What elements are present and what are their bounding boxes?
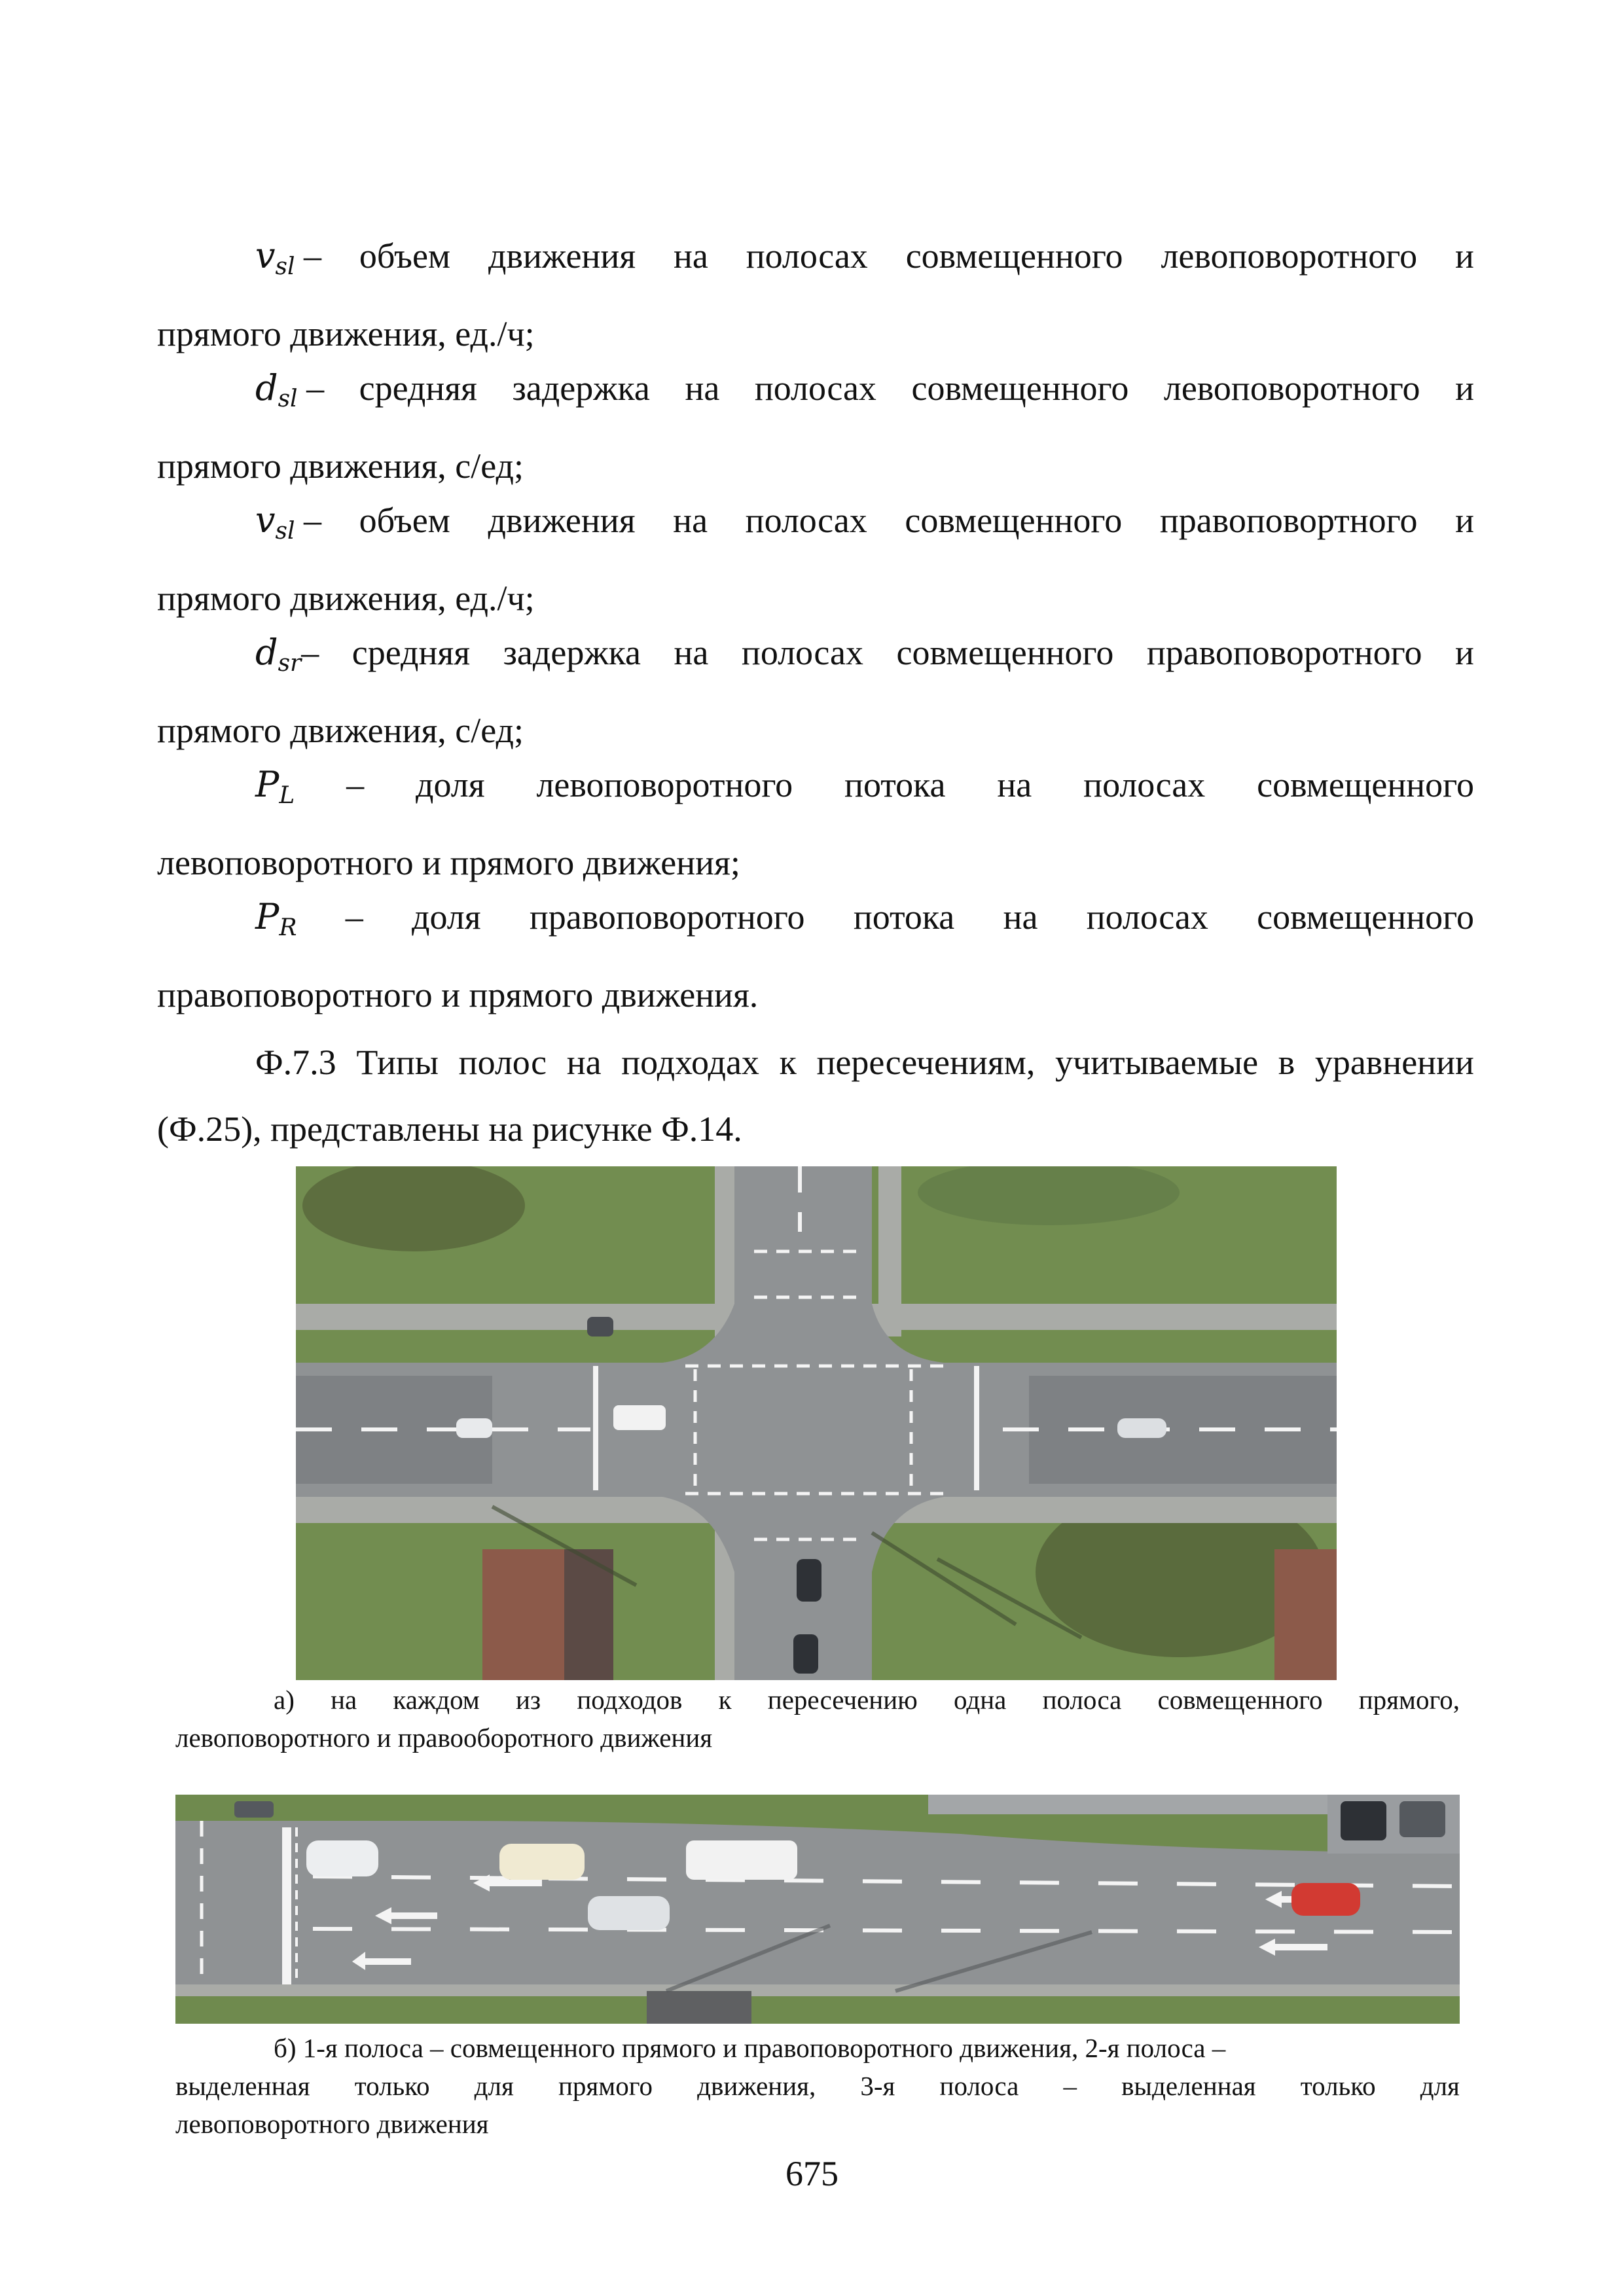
definition-word: левоповоротного [536,765,793,804]
caption-b-word: для [1420,2071,1460,2101]
paragraph-word: на [566,1043,602,1082]
definition-word: – [345,897,363,937]
definition-word: и [1455,633,1474,672]
caption-b-word: прямого [558,2071,653,2101]
definition-word: средняя [359,368,477,408]
figure-a-intersection-photo [296,1166,1337,1680]
definition-line-2: прямого движения, с/ед; [157,446,524,486]
definition-line-2: правоповоротного и прямого движения. [157,975,759,1014]
caption-a-word: на [331,1685,357,1715]
figure-b-caption [175,2029,1460,2143]
figure-b-caption-line-1: б) 1-я полоса – совмещенного прямого и правоповоротного движения, 2-я полоса – [274,2033,1226,2063]
definition-lead: $v_{sl}$ – [255,499,322,545]
definition-word: правоповортного [1159,501,1418,540]
definition-word: совмещенного [905,501,1123,540]
caption-a-word: подходов [577,1685,683,1715]
paragraph-line-2: (Ф.25), представлены на рисунке Ф.14. [157,1109,742,1149]
caption-a-word: полоса [1042,1685,1122,1715]
definition-lead [255,751,295,829]
definition-word: и [1455,501,1474,540]
definition-word: совмещенного [905,236,1123,276]
definition-word: и [1455,236,1474,276]
paragraph-word: к [779,1043,797,1082]
caption-a-word: каждом [393,1685,480,1715]
paragraph-word: Типы [356,1043,439,1082]
definition-line-2: прямого движения, ед./ч; [157,314,535,353]
definition-word: объем [359,236,451,276]
caption-a-word: совмещенного [1157,1685,1323,1715]
definition-lead: $d_{sr}-$ [255,632,319,677]
caption-a-word: одна [954,1685,1007,1715]
definition-line-1 [157,487,1474,565]
math-symbol: $P_R$ [255,896,297,941]
definition-word: левоповоротного [1161,236,1418,276]
definition-line-2: прямого движения, с/ед; [157,711,524,750]
definition-word: полосах [1086,897,1208,937]
definition-item [157,355,1474,499]
definition-lead: $v_{sl}$ – [255,235,322,280]
definition-word: средняя [352,633,471,672]
caption-b-word: полоса [939,2071,1019,2101]
definition-word: правоповоротного [529,897,805,937]
paragraph-word: полос [458,1043,547,1082]
caption-a-word: прямого, [1358,1685,1460,1715]
math-symbol: $d_{sl}$ [255,367,298,412]
definition-word: совмещенного [896,633,1114,672]
caption-b-word: выделенная [1121,2071,1256,2101]
caption-b-word: только [1300,2071,1376,2101]
definition-item [157,619,1474,764]
figure-a-caption [175,1681,1460,1757]
definition-line-1 [157,619,1474,697]
definition-word: совмещенного [1257,765,1474,804]
paragraph-word: пересечениям, [816,1043,1036,1082]
definition-word: на [685,368,720,408]
definition-line-2: левоповоротного и прямого движения; [157,843,740,882]
definition-word: полосах [1083,765,1206,804]
definition-word: на [673,501,708,540]
paragraph-word: подходах [621,1043,759,1082]
definition-word: левоповоротного [1163,368,1420,408]
definition-word: движения [488,236,636,276]
math-symbol: $d_{sr}$ [255,632,302,677]
definition-word: полосах [746,236,868,276]
definition-lead [255,884,297,961]
definition-line-1 [157,355,1474,433]
figure-b-caption-line-2 [175,2067,1460,2105]
math-symbol: $P_L$ [255,764,295,809]
definition-word: совмещенного [911,368,1129,408]
definition-word: полосах [745,501,867,540]
definition-line-1 [157,884,1474,961]
paragraph-word: в [1278,1043,1295,1082]
definition-word: задержка [512,368,650,408]
caption-a-word: пересечению [767,1685,918,1715]
definition-word: правоповоротного [1146,633,1422,672]
definition-item [157,751,1474,896]
paragraph-word: уравнении [1314,1043,1474,1082]
paragraph-line-1 [157,1029,1474,1096]
figure-b-caption-line-3: левоповоротного движения [175,2109,489,2139]
caption-b-word: 3-я [860,2071,895,2101]
definition-word: задержка [503,633,641,672]
math-symbol: $v_{sl}$ [255,235,295,280]
definition-word: потока [844,765,946,804]
caption-b-word: выделенная [175,2071,310,2101]
caption-b-word: для [474,2071,514,2101]
math-symbol: $v_{sl}$ [255,499,295,545]
definition-word: на [1003,897,1038,937]
definition-word: и [1455,368,1474,408]
caption-a-word: а) [274,1685,295,1715]
definition-item [157,223,1474,367]
paragraph-word: учитываемые [1055,1043,1259,1082]
figure-a-caption-line-1 [175,1681,1460,1719]
definition-word: движения [488,501,636,540]
definition-line-1 [157,223,1474,300]
definition-word: совмещенного [1257,897,1474,937]
definition-word: доля [412,897,481,937]
definition-lead: $d_{sl}$ – [255,367,325,412]
figure-b-lanes-photo [175,1795,1460,2024]
page-number: 675 [785,2154,839,2193]
figure-a-caption-line-2: левоповоротного и правооборотного движения [175,1723,713,1753]
definition-line-2: прямого движения, ед./ч; [157,579,535,618]
definition-word: полосах [741,633,863,672]
definition-line-1 [157,751,1474,829]
caption-b-word: только [354,2071,430,2101]
definition-word: полосах [754,368,876,408]
definition-item [157,884,1474,1028]
definition-word: на [997,765,1032,804]
definition-word: на [673,236,708,276]
caption-b-word: – [1063,2071,1077,2101]
caption-a-word: к [718,1685,732,1715]
definition-word: объем [359,501,450,540]
caption-b-word: движения, [697,2071,816,2101]
definition-word: на [674,633,709,672]
definition-word: – [346,765,365,804]
definition-item [157,487,1474,632]
paragraph-word: Ф.7.3 [255,1043,336,1082]
definition-word: потока [853,897,955,937]
caption-a-word: из [515,1685,541,1715]
paragraph-f73 [157,1029,1474,1162]
definition-word: доля [416,765,485,804]
